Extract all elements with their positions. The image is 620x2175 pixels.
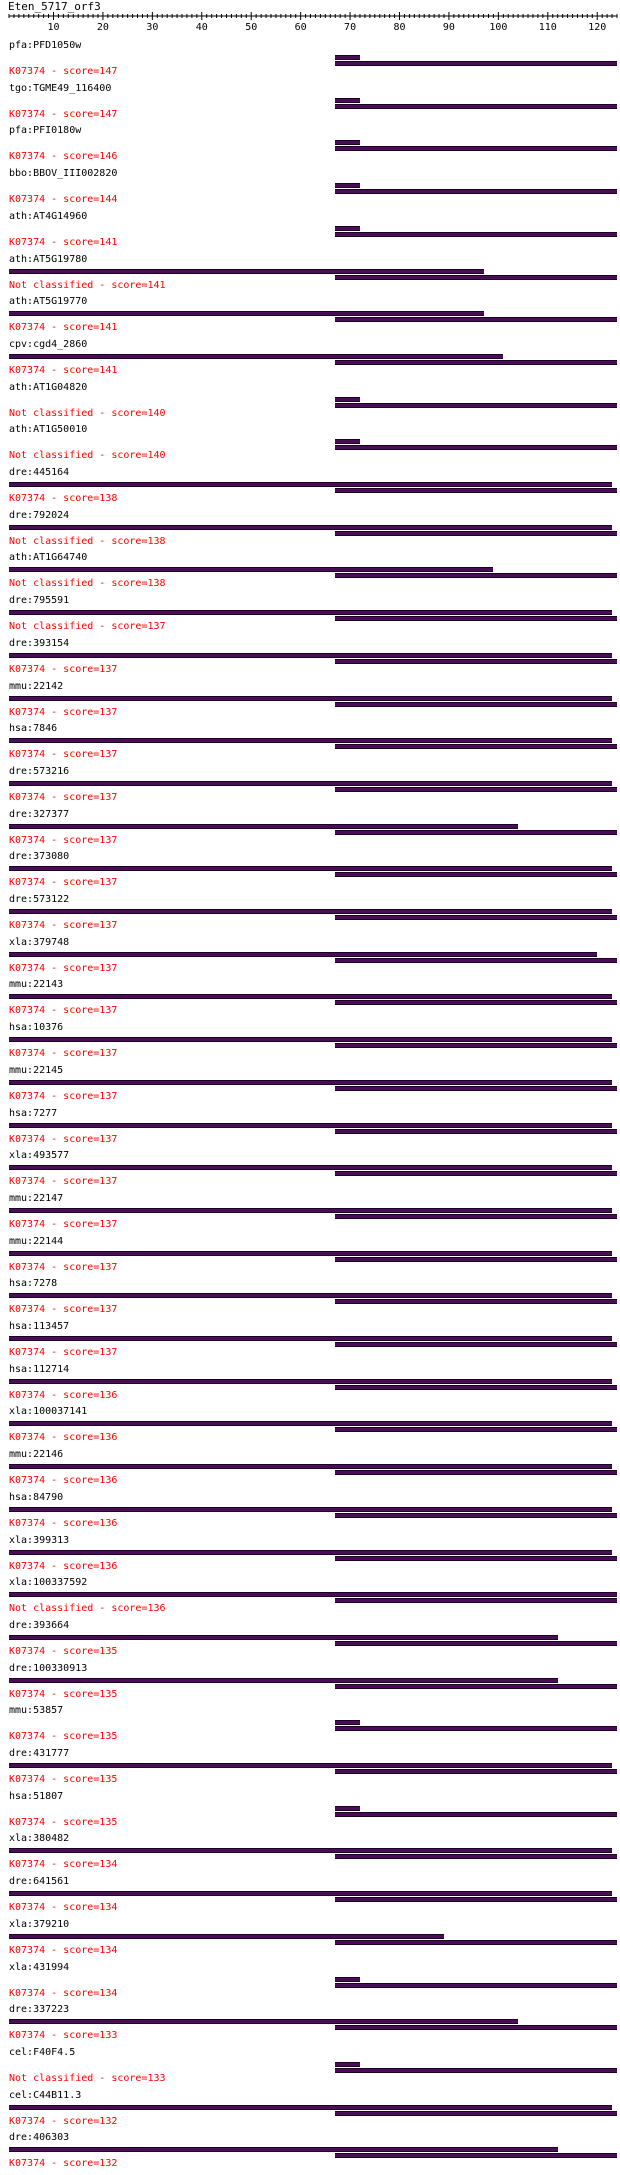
hit-alignment-bar[interactable] bbox=[9, 1464, 612, 1469]
hit-row bbox=[0, 681, 620, 724]
hit-alignment-bar[interactable] bbox=[335, 1806, 360, 1811]
hit-score-label: K07374 - score=137 bbox=[9, 962, 118, 974]
hit-alignment-bar[interactable] bbox=[335, 360, 617, 365]
hit-alignment-bar[interactable] bbox=[9, 1507, 612, 1512]
hit-alignment-bar[interactable] bbox=[9, 1080, 612, 1085]
hit-alignment-bar[interactable] bbox=[335, 787, 617, 792]
hit-row bbox=[0, 1833, 620, 1876]
hit-score-label: K07374 - score=134 bbox=[9, 1859, 118, 1871]
hit-alignment-bar[interactable] bbox=[335, 2111, 617, 2116]
hit-gene-name[interactable]: dre:573122 bbox=[9, 894, 70, 905]
hit-row bbox=[0, 1321, 620, 1364]
hit-gene-name[interactable]: bbo:BBOV_III002820 bbox=[9, 168, 118, 180]
hit-alignment-bar[interactable] bbox=[335, 232, 617, 237]
hit-row bbox=[0, 1492, 620, 1535]
ruler-tick-label: 30 bbox=[146, 22, 159, 33]
hit-score-label: K07374 - score=144 bbox=[9, 194, 118, 206]
hit-alignment-bar[interactable] bbox=[335, 1598, 617, 1603]
hit-row bbox=[0, 83, 620, 126]
hit-row bbox=[0, 1876, 620, 1919]
hit-score-label: K07374 - score=134 bbox=[9, 1944, 118, 1956]
hit-row bbox=[0, 254, 620, 297]
hit-alignment-bar[interactable] bbox=[335, 1043, 617, 1048]
ruler-tick-label: 60 bbox=[294, 22, 307, 33]
hit-score-label: K07374 - score=141 bbox=[9, 236, 118, 248]
hit-alignment-bar[interactable] bbox=[335, 445, 617, 450]
hit-row bbox=[0, 1236, 620, 1279]
hit-alignment-bar[interactable] bbox=[9, 824, 518, 829]
hit-score-label: K07374 - score=146 bbox=[9, 151, 118, 163]
hit-row bbox=[0, 1278, 620, 1321]
hit-gene-name[interactable]: cpv:cgd4_2860 bbox=[9, 338, 88, 350]
hit-alignment-bar[interactable] bbox=[335, 702, 617, 707]
hit-gene-name[interactable]: dre:393154 bbox=[9, 637, 70, 649]
ruler bbox=[0, 0, 620, 40]
hit-alignment-bar[interactable] bbox=[9, 1848, 612, 1853]
hit-gene-name[interactable]: hsa:112714 bbox=[9, 1363, 70, 1375]
hit-alignment-bar[interactable] bbox=[335, 1171, 617, 1176]
hit-alignment-bar[interactable] bbox=[9, 269, 484, 274]
hit-alignment-bar[interactable] bbox=[9, 2019, 518, 2024]
hit-gene-name[interactable]: ath:AT5G19770 bbox=[9, 296, 88, 308]
hit-alignment-bar[interactable] bbox=[335, 397, 360, 402]
hit-gene-name[interactable]: xla:380482 bbox=[9, 1833, 70, 1845]
hit-score-label: K07374 - score=137 bbox=[9, 1005, 118, 1017]
hit-row bbox=[0, 424, 620, 467]
hit-row bbox=[0, 1150, 620, 1193]
hit-gene-name[interactable]: tgo:TGME49_116400 bbox=[9, 82, 112, 94]
hit-alignment-bar[interactable] bbox=[9, 2105, 612, 2110]
hit-row bbox=[0, 1065, 620, 1108]
hit-score-label: Not classified - score=138 bbox=[9, 578, 166, 590]
hit-alignment-bar[interactable] bbox=[335, 140, 360, 145]
hit-row bbox=[0, 168, 620, 211]
hit-alignment-bar[interactable] bbox=[335, 104, 617, 109]
hit-alignment-bar[interactable] bbox=[335, 1513, 617, 1518]
hit-alignment-bar[interactable] bbox=[335, 1342, 617, 1347]
hit-gene-name[interactable]: dre:337223 bbox=[9, 2004, 70, 2016]
hit-score-label: K07374 - score=137 bbox=[9, 1176, 118, 1188]
hit-gene-name[interactable]: hsa:7277 bbox=[9, 1107, 58, 1119]
hit-gene-name[interactable]: ath:AT5G19780 bbox=[9, 253, 88, 265]
hit-score-label: K07374 - score=137 bbox=[9, 1347, 118, 1358]
hit-gene-name[interactable]: hsa:84790 bbox=[9, 1491, 64, 1503]
hit-gene-name[interactable]: hsa:113457 bbox=[9, 1321, 70, 1332]
hit-row bbox=[0, 766, 620, 809]
ruler-tick-label: 80 bbox=[393, 22, 406, 33]
hit-row bbox=[0, 1406, 620, 1449]
hit-gene-name[interactable]: dre:795591 bbox=[9, 595, 70, 607]
hit-score-label: K07374 - score=141 bbox=[9, 322, 118, 334]
ruler-tick-label: 100 bbox=[489, 22, 508, 33]
hit-alignment-bar[interactable] bbox=[335, 1556, 617, 1561]
hit-alignment-bar[interactable] bbox=[335, 2062, 360, 2067]
hit-gene-name[interactable]: dre:792024 bbox=[9, 509, 70, 521]
hit-alignment-bar[interactable] bbox=[335, 1720, 360, 1725]
hit-row bbox=[0, 1449, 620, 1492]
hit-gene-name[interactable]: xla:431994 bbox=[9, 1961, 70, 1973]
hit-alignment-bar[interactable] bbox=[9, 994, 612, 999]
hit-alignment-bar[interactable] bbox=[335, 317, 617, 322]
hit-alignment-bar[interactable] bbox=[335, 1385, 617, 1390]
hit-alignment-bar[interactable] bbox=[9, 1592, 617, 1597]
hit-alignment-bar[interactable] bbox=[335, 439, 360, 444]
hit-row bbox=[0, 339, 620, 382]
hit-alignment-bar[interactable] bbox=[9, 482, 612, 487]
hit-score-label: K07374 - score=137 bbox=[9, 1261, 118, 1273]
hit-alignment-bar[interactable] bbox=[335, 1977, 360, 1982]
hit-score-label: K07374 - score=137 bbox=[9, 1218, 118, 1230]
hit-score-label: K07374 - score=135 bbox=[9, 1816, 118, 1828]
hit-gene-name[interactable]: ath:AT1G04820 bbox=[9, 381, 88, 393]
hit-alignment-bar[interactable] bbox=[335, 573, 617, 578]
hit-gene-name[interactable]: xla:379210 bbox=[9, 1918, 70, 1930]
hit-alignment-bar[interactable] bbox=[9, 354, 503, 359]
hit-alignment-bar[interactable] bbox=[335, 1769, 617, 1774]
hit-gene-name[interactable]: dre:406303 bbox=[9, 2132, 70, 2144]
hit-row bbox=[0, 510, 620, 553]
hit-row bbox=[0, 723, 620, 766]
hit-row bbox=[0, 937, 620, 980]
hit-row bbox=[0, 1791, 620, 1834]
hit-score-label: K07374 - score=138 bbox=[9, 493, 118, 504]
hit-gene-name[interactable]: xla:100037141 bbox=[9, 1406, 88, 1418]
hit-score-label: K07374 - score=137 bbox=[9, 877, 118, 889]
hit-row bbox=[0, 1364, 620, 1407]
hit-gene-name[interactable]: mmu:22147 bbox=[9, 1192, 64, 1204]
hit-gene-name[interactable]: mmu:22146 bbox=[9, 1449, 64, 1461]
ruler-tick-label: 10 bbox=[47, 22, 60, 33]
hit-alignment-bar[interactable] bbox=[335, 872, 617, 877]
hit-score-label: K07374 - score=137 bbox=[9, 749, 118, 761]
hit-alignment-bar[interactable] bbox=[335, 1854, 617, 1859]
hit-score-label: K07374 - score=137 bbox=[9, 1304, 118, 1316]
hit-gene-name[interactable]: pfa:PFD1050w bbox=[9, 40, 82, 51]
hit-row bbox=[0, 595, 620, 638]
hit-alignment-bar[interactable] bbox=[335, 1726, 617, 1731]
hit-alignment-bar[interactable] bbox=[9, 738, 612, 743]
hit-alignment-bar[interactable] bbox=[9, 653, 612, 658]
hit-alignment-bar[interactable] bbox=[9, 1421, 612, 1426]
hit-alignment-bar[interactable] bbox=[9, 1165, 612, 1170]
hit-row bbox=[0, 1962, 620, 2005]
hit-score-label: K07374 - score=132 bbox=[9, 2115, 118, 2127]
hit-gene-name[interactable]: ath:AT1G50010 bbox=[9, 424, 88, 436]
hit-alignment-bar[interactable] bbox=[335, 1427, 617, 1432]
hit-score-label: Not classified - score=138 bbox=[9, 535, 166, 547]
hit-alignment-bar[interactable] bbox=[335, 183, 360, 188]
hit-alignment-bar[interactable] bbox=[9, 1635, 558, 1640]
hit-alignment-bar[interactable] bbox=[9, 1251, 612, 1256]
hit-gene-name[interactable]: dre:641561 bbox=[9, 1876, 70, 1888]
hit-row bbox=[0, 1705, 620, 1748]
hit-row bbox=[0, 894, 620, 937]
hit-alignment-bar[interactable] bbox=[335, 1129, 617, 1134]
hit-score-label: Not classified - score=141 bbox=[9, 279, 166, 291]
hit-score-label: K07374 - score=147 bbox=[9, 108, 118, 120]
hit-alignment-bar[interactable] bbox=[335, 226, 360, 231]
hit-score-label: Not classified - score=137 bbox=[9, 621, 166, 633]
hit-row bbox=[0, 1748, 620, 1791]
hit-gene-name[interactable]: ath:AT1G64740 bbox=[9, 552, 88, 564]
hit-alignment-bar[interactable] bbox=[9, 2147, 558, 2152]
hit-row bbox=[0, 467, 620, 510]
hit-alignment-bar[interactable] bbox=[335, 55, 360, 60]
hit-alignment-bar[interactable] bbox=[9, 1891, 612, 1896]
hit-row bbox=[0, 40, 620, 83]
hit-gene-name[interactable]: xla:379748 bbox=[9, 936, 70, 948]
hit-alignment-bar[interactable] bbox=[9, 1763, 612, 1768]
hit-score-label: K07374 - score=135 bbox=[9, 1645, 118, 1657]
ruler-tick-label: 110 bbox=[538, 22, 557, 33]
ruler-tick-label: 70 bbox=[344, 22, 357, 33]
hit-score-label: K07374 - score=136 bbox=[9, 1560, 118, 1572]
hit-gene-name[interactable]: dre:431777 bbox=[9, 1748, 70, 1759]
hit-alignment-bar[interactable] bbox=[335, 275, 617, 280]
hit-alignment-bar[interactable] bbox=[9, 1293, 612, 1298]
hit-row bbox=[0, 1577, 620, 1620]
ruler-axis bbox=[0, 10, 620, 40]
hit-score-label: K07374 - score=137 bbox=[9, 1090, 118, 1102]
hit-gene-name[interactable]: mmu:53857 bbox=[9, 1705, 64, 1717]
hit-alignment-bar[interactable] bbox=[335, 1000, 617, 1005]
hit-score-label: Not classified - score=136 bbox=[9, 1603, 166, 1615]
hit-score-label: K07374 - score=136 bbox=[9, 1475, 118, 1487]
hit-score-label: K07374 - score=137 bbox=[9, 834, 118, 846]
hit-alignment-bar[interactable] bbox=[335, 915, 617, 920]
hit-gene-name[interactable]: xla:493577 bbox=[9, 1150, 70, 1162]
hit-alignment-bar[interactable] bbox=[335, 1983, 617, 1988]
hit-gene-name[interactable]: hsa:7846 bbox=[9, 723, 58, 735]
hit-alignment-bar[interactable] bbox=[335, 61, 617, 66]
hit-alignment-bar[interactable] bbox=[9, 866, 612, 871]
hit-gene-name[interactable]: hsa:7278 bbox=[9, 1278, 58, 1290]
hit-alignment-bar[interactable] bbox=[335, 531, 617, 536]
hit-alignment-bar[interactable] bbox=[9, 525, 612, 530]
hit-alignment-bar[interactable] bbox=[9, 1336, 612, 1341]
hit-gene-name[interactable]: hsa:10376 bbox=[9, 1022, 64, 1034]
hit-score-label: Not classified - score=140 bbox=[9, 407, 166, 419]
hit-gene-name[interactable]: dre:573216 bbox=[9, 765, 70, 777]
hit-alignment-bar[interactable] bbox=[335, 830, 617, 835]
hit-alignment-bar[interactable] bbox=[335, 488, 617, 493]
hit-gene-name[interactable]: dre:445164 bbox=[9, 467, 70, 478]
hit-alignment-bar[interactable] bbox=[9, 696, 612, 701]
ruler-tick-label: 90 bbox=[442, 22, 455, 33]
hit-alignment-bar[interactable] bbox=[335, 1684, 617, 1689]
hit-gene-name[interactable]: cel:C44B11.3 bbox=[9, 2089, 82, 2101]
hit-score-label: K07374 - score=137 bbox=[9, 706, 118, 718]
hit-gene-name[interactable]: dre:327377 bbox=[9, 808, 70, 820]
hit-alignment-bar[interactable] bbox=[9, 610, 612, 615]
hit-gene-name[interactable]: ath:AT4G14960 bbox=[9, 210, 88, 222]
ruler-tick-label: 50 bbox=[245, 22, 258, 33]
hit-alignment-bar[interactable] bbox=[335, 1812, 617, 1817]
hit-alignment-bar[interactable] bbox=[335, 1470, 617, 1475]
hit-alignment-bar[interactable] bbox=[335, 189, 617, 194]
query-title: Eten_5717_orf3 bbox=[8, 0, 101, 13]
hit-gene-name[interactable]: mmu:22145 bbox=[9, 1064, 64, 1076]
hit-row bbox=[0, 2047, 620, 2090]
hit-alignment-bar[interactable] bbox=[9, 311, 484, 316]
hit-alignment-bar[interactable] bbox=[9, 952, 597, 957]
hit-alignment-bar[interactable] bbox=[335, 1940, 617, 1945]
hit-row bbox=[0, 2090, 620, 2133]
hit-gene-name[interactable]: xla:100337592 bbox=[9, 1577, 88, 1589]
hit-alignment-bar[interactable] bbox=[335, 1257, 617, 1262]
hit-alignment-bar[interactable] bbox=[335, 616, 617, 621]
hit-gene-name[interactable]: dre:393664 bbox=[9, 1619, 70, 1631]
hit-row bbox=[0, 1022, 620, 1065]
hit-row bbox=[0, 552, 620, 595]
hit-row bbox=[0, 979, 620, 1022]
hit-alignment-bar[interactable] bbox=[335, 744, 617, 749]
hit-gene-name[interactable]: pfa:PFI0180w bbox=[9, 125, 82, 137]
hit-row bbox=[0, 638, 620, 681]
hit-row bbox=[0, 1663, 620, 1706]
hit-row bbox=[0, 1193, 620, 1236]
hit-alignment-bar[interactable] bbox=[335, 403, 617, 408]
hit-score-label: K07374 - score=135 bbox=[9, 1731, 118, 1743]
hit-gene-name[interactable]: dre:100330913 bbox=[9, 1662, 88, 1674]
hit-score-label: K07374 - score=134 bbox=[9, 1987, 118, 1999]
ruler-tick-label: 20 bbox=[96, 22, 109, 33]
hit-alignment-bar[interactable] bbox=[335, 1214, 617, 1219]
hit-alignment-bar[interactable] bbox=[335, 98, 360, 103]
hit-alignment-bar[interactable] bbox=[335, 2025, 617, 2030]
hit-row bbox=[0, 2132, 620, 2175]
hit-gene-name[interactable]: xla:399313 bbox=[9, 1534, 70, 1546]
hit-score-label: Not classified - score=140 bbox=[9, 450, 166, 462]
hit-alignment-bar[interactable] bbox=[9, 1379, 612, 1384]
hit-alignment-bar[interactable] bbox=[9, 1208, 612, 1213]
hit-alignment-bar[interactable] bbox=[335, 1086, 617, 1091]
hit-score-label: K07374 - score=137 bbox=[9, 1048, 118, 1060]
ruler-tick-label: 40 bbox=[195, 22, 208, 33]
hit-gene-name[interactable]: mmu:22144 bbox=[9, 1235, 64, 1247]
hit-alignment-bar[interactable] bbox=[335, 1897, 617, 1902]
hit-score-label: K07374 - score=135 bbox=[9, 1688, 118, 1700]
hit-alignment-bar[interactable] bbox=[9, 1037, 612, 1042]
hit-gene-name[interactable]: mmu:22143 bbox=[9, 979, 64, 991]
hit-alignment-bar[interactable] bbox=[335, 1299, 617, 1304]
hit-row bbox=[0, 809, 620, 852]
hit-alignment-bar[interactable] bbox=[335, 2068, 617, 2073]
hit-score-label: K07374 - score=141 bbox=[9, 364, 118, 376]
hit-score-label: K07374 - score=137 bbox=[9, 1133, 118, 1145]
hit-row bbox=[0, 1535, 620, 1578]
hit-alignment-bar[interactable] bbox=[9, 909, 612, 914]
hit-score-label: K07374 - score=136 bbox=[9, 1432, 118, 1444]
hit-gene-name[interactable]: cel:F40F4.5 bbox=[9, 2046, 76, 2058]
hit-row bbox=[0, 296, 620, 339]
hit-score-label: K07374 - score=133 bbox=[9, 2030, 118, 2042]
hit-alignment-bar[interactable] bbox=[9, 1550, 612, 1555]
hit-row bbox=[0, 125, 620, 168]
hit-score-label: K07374 - score=134 bbox=[9, 1902, 118, 1914]
hit-alignment-bar[interactable] bbox=[335, 659, 617, 664]
hit-gene-name[interactable]: dre:373080 bbox=[9, 851, 70, 863]
hit-row bbox=[0, 382, 620, 425]
hit-score-label: K07374 - score=132 bbox=[9, 2158, 118, 2170]
hit-row bbox=[0, 1108, 620, 1151]
hit-alignment-bar[interactable] bbox=[335, 1641, 617, 1646]
ruler-tick-label: 120 bbox=[588, 22, 607, 33]
hit-score-label: K07374 - score=135 bbox=[9, 1774, 118, 1785]
hit-score-label: K07374 - score=136 bbox=[9, 1517, 118, 1529]
hit-row bbox=[0, 1919, 620, 1962]
hit-alignment-bar[interactable] bbox=[9, 1934, 444, 1939]
hit-score-label: Not classified - score=133 bbox=[9, 2072, 166, 2084]
hit-score-label: K07374 - score=136 bbox=[9, 1389, 118, 1401]
hit-gene-name[interactable]: mmu:22142 bbox=[9, 680, 64, 692]
hit-alignment-bar[interactable] bbox=[9, 781, 612, 786]
hit-row bbox=[0, 851, 620, 894]
hit-score-label: K07374 - score=137 bbox=[9, 920, 118, 931]
hit-alignment-bar[interactable] bbox=[9, 1123, 612, 1128]
hit-alignment-bar[interactable] bbox=[335, 2153, 617, 2158]
hit-score-label: K07374 - score=147 bbox=[9, 66, 118, 77]
hit-score-label: K07374 - score=137 bbox=[9, 663, 118, 675]
hit-alignment-bar[interactable] bbox=[335, 958, 617, 963]
hit-gene-name[interactable]: hsa:51807 bbox=[9, 1790, 64, 1802]
hit-row bbox=[0, 1620, 620, 1663]
hit-row bbox=[0, 211, 620, 254]
hit-alignment-bar[interactable] bbox=[335, 146, 617, 151]
hit-alignment-bar[interactable] bbox=[9, 1678, 558, 1683]
hit-alignment-bar[interactable] bbox=[9, 567, 493, 572]
hit-row bbox=[0, 2004, 620, 2047]
hit-score-label: K07374 - score=137 bbox=[9, 791, 118, 803]
